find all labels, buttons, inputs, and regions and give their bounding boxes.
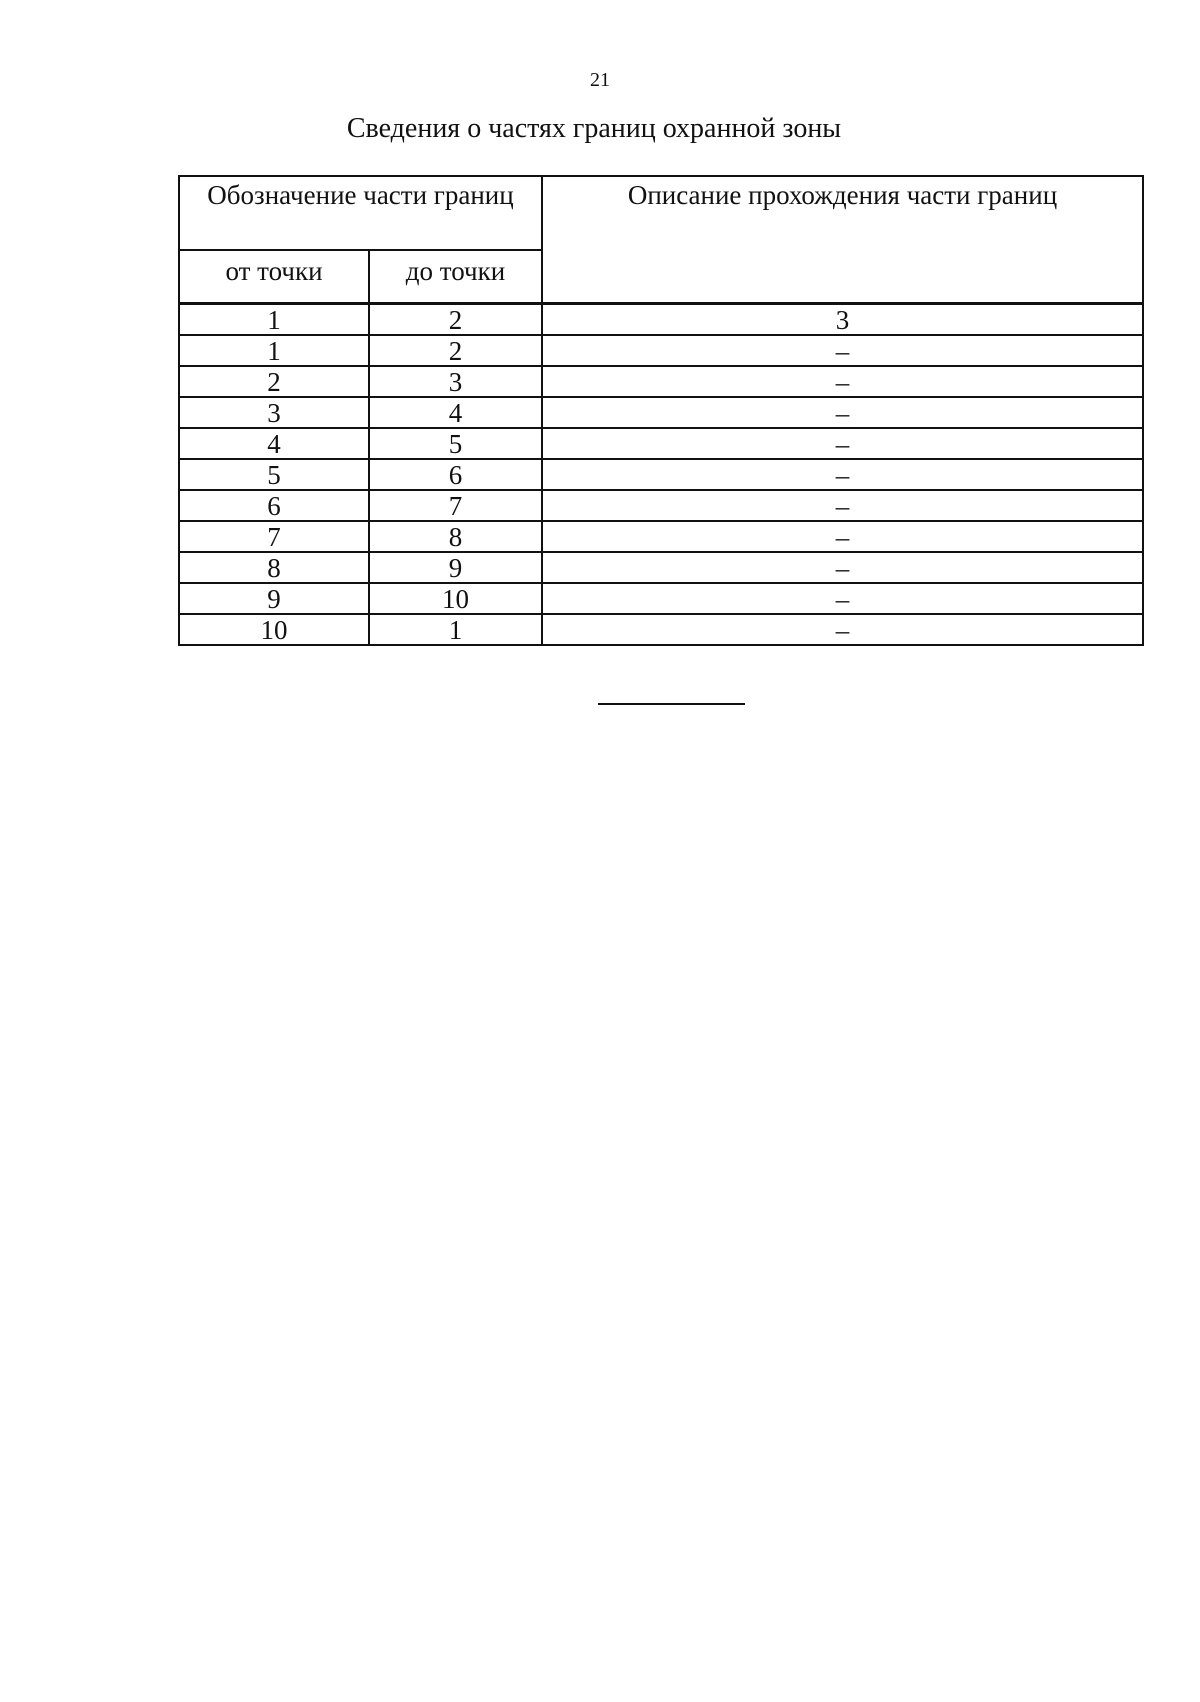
to-point-cell: 9 xyxy=(369,552,542,583)
end-of-section-rule xyxy=(598,703,745,705)
from-point-cell: 8 xyxy=(179,552,369,583)
description-cell: – xyxy=(542,614,1143,645)
from-point-cell: 2 xyxy=(179,366,369,397)
column-number-1: 1 xyxy=(179,304,369,336)
description-cell: – xyxy=(542,335,1143,366)
to-point-cell: 1 xyxy=(369,614,542,645)
table-row xyxy=(179,366,1143,397)
to-point-cell: 2 xyxy=(369,335,542,366)
from-point-cell: 3 xyxy=(179,397,369,428)
to-point-cell: 10 xyxy=(369,583,542,614)
description-cell: – xyxy=(542,459,1143,490)
from-point-cell: 4 xyxy=(179,428,369,459)
description-cell: – xyxy=(542,428,1143,459)
boundary-parts-table xyxy=(178,175,1144,646)
to-point-cell: 4 xyxy=(369,397,542,428)
description-cell: – xyxy=(542,521,1143,552)
table-row xyxy=(179,583,1143,614)
document-title: Сведения о частях границ охранной зоны xyxy=(346,113,842,144)
header-to-point: до точки xyxy=(369,250,542,304)
column-number-3: 3 xyxy=(542,304,1143,336)
header-boundary-description: Описание прохождения части границ xyxy=(542,176,1143,304)
to-point-cell: 3 xyxy=(369,366,542,397)
table-row xyxy=(179,490,1143,521)
from-point-cell: 10 xyxy=(179,614,369,645)
table-header xyxy=(179,176,1143,304)
to-point-cell: 7 xyxy=(369,490,542,521)
column-number-2: 2 xyxy=(369,304,542,336)
table-row xyxy=(179,397,1143,428)
from-point-cell: 6 xyxy=(179,490,369,521)
from-point-cell: 9 xyxy=(179,583,369,614)
to-point-cell: 8 xyxy=(369,521,542,552)
table-row xyxy=(179,614,1143,645)
column-numbering-row xyxy=(179,304,1143,336)
table-row xyxy=(179,428,1143,459)
description-cell: – xyxy=(542,397,1143,428)
from-point-cell: 1 xyxy=(179,335,369,366)
to-point-cell: 6 xyxy=(369,459,542,490)
header-from-point: от точки xyxy=(179,250,369,304)
page-number: 21 xyxy=(590,69,610,91)
to-point-cell: 5 xyxy=(369,428,542,459)
description-cell: – xyxy=(542,490,1143,521)
description-cell: – xyxy=(542,366,1143,397)
header-row-top xyxy=(179,176,1143,250)
table-row xyxy=(179,459,1143,490)
table-row xyxy=(179,335,1143,366)
description-cell: – xyxy=(542,552,1143,583)
from-point-cell: 7 xyxy=(179,521,369,552)
table-row xyxy=(179,521,1143,552)
header-boundary-part-designation: Обозначение части границ xyxy=(179,176,542,250)
table-row xyxy=(179,552,1143,583)
from-point-cell: 5 xyxy=(179,459,369,490)
description-cell: – xyxy=(542,583,1143,614)
